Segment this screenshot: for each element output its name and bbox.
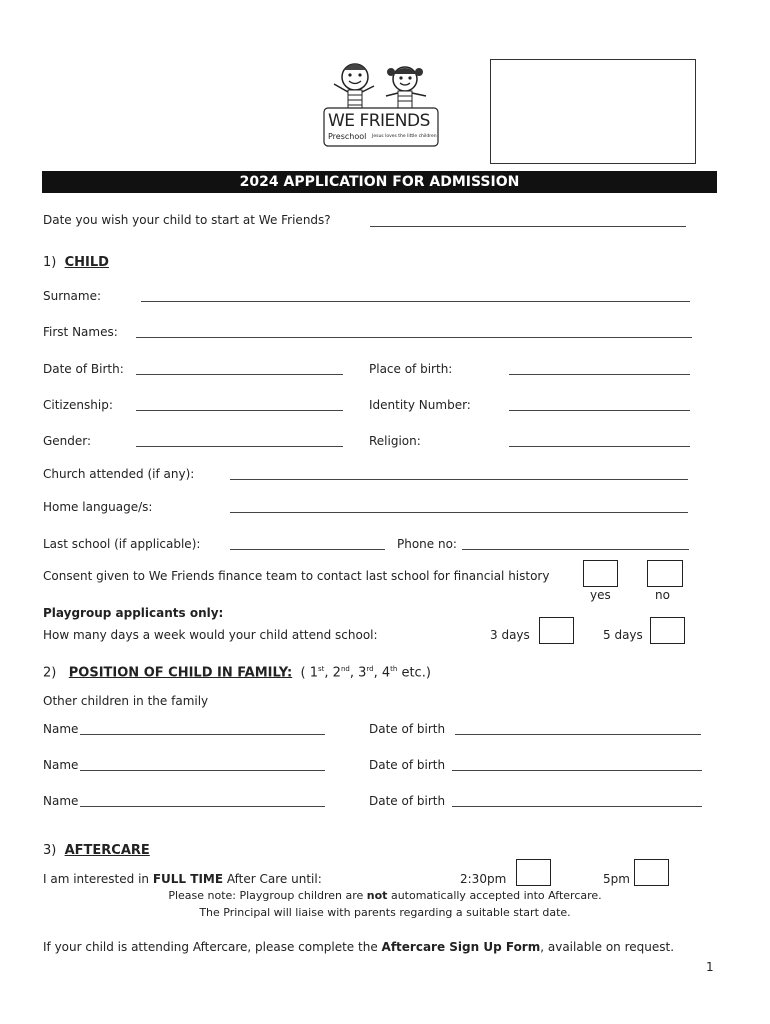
- section-1-title: CHILD: [64, 255, 109, 270]
- sibling-1-dob-field[interactable]: [455, 734, 701, 735]
- logo-brand: WE FRIENDS: [328, 111, 430, 131]
- surname-field[interactable]: [141, 301, 690, 302]
- surname-label: Surname:: [43, 289, 102, 303]
- sibling-3-dob-label: Date of birth: [369, 794, 446, 808]
- aftercare-5pm-checkbox[interactable]: [634, 859, 669, 886]
- aftercare-230-checkbox[interactable]: [516, 859, 551, 886]
- sibling-2-name-label: Name: [43, 758, 79, 772]
- page-number: 1: [706, 960, 714, 974]
- section-3-title: AFTERCARE: [64, 843, 150, 858]
- school-logo: [322, 60, 440, 148]
- religion-field[interactable]: [509, 446, 690, 447]
- signup-pre: If your child is attending Aftercare, please complete the: [43, 940, 378, 954]
- playgroup-note: [0, 889, 770, 902]
- consent-no-checkbox[interactable]: [647, 560, 683, 587]
- consent-label: Consent given to We Friends finance team to contact last school for financial history: [43, 569, 550, 583]
- dob-label: Date of Birth:: [43, 362, 124, 376]
- sibling-2-dob-field[interactable]: [452, 770, 702, 771]
- logo-tagline: Jesus loves the little children: [372, 134, 437, 139]
- gender-field[interactable]: [136, 446, 343, 447]
- citizenship-label: Citizenship:: [43, 398, 113, 412]
- sibling-3-dob-field[interactable]: [452, 806, 702, 807]
- sibling-1-name-label: Name: [43, 722, 79, 736]
- ordinal-3-suffix: rd: [366, 665, 374, 673]
- photo-box: [490, 59, 696, 164]
- aftercare-interest-pre: I am interested in: [43, 872, 150, 886]
- section-3-heading: [43, 843, 150, 858]
- section-1-heading: [43, 255, 109, 270]
- principal-note: The Principal will liaise with parents regarding a suitable start date.: [199, 906, 571, 919]
- section-2-title: POSITION OF CHILD IN FAMILY:: [68, 665, 293, 681]
- ordinal-3: 3: [358, 665, 367, 681]
- three-days-checkbox[interactable]: [539, 617, 574, 644]
- gender-label: Gender:: [43, 434, 92, 448]
- consent-yes-checkbox[interactable]: [583, 560, 618, 587]
- sibling-1-dob-label: Date of birth: [369, 722, 446, 736]
- sibling-3-name-field[interactable]: [80, 806, 325, 807]
- citizenship-field[interactable]: [136, 410, 343, 411]
- ordinal-2: 2: [332, 665, 341, 681]
- signup-note: [43, 940, 674, 954]
- section-3-number: 3): [43, 843, 57, 858]
- logo-sub: Preschool: [328, 132, 367, 141]
- ordinal-2-suffix: nd: [340, 665, 350, 673]
- sibling-3-name-label: Name: [43, 794, 79, 808]
- five-days-label: 5 days: [603, 628, 643, 642]
- ordinal-1-suffix: st: [317, 665, 325, 673]
- aftercare-5pm-label: 5pm: [603, 872, 630, 886]
- church-field[interactable]: [230, 479, 688, 480]
- home-language-label: Home language/s:: [43, 500, 153, 514]
- sibling-2-name-field[interactable]: [80, 770, 325, 771]
- identity-number-field[interactable]: [509, 410, 690, 411]
- ordinal-1: 1: [309, 665, 318, 681]
- signup-form-link: Aftercare Sign Up Form: [381, 940, 541, 954]
- home-language-field[interactable]: [230, 512, 688, 513]
- aftercare-interest-post: After Care until:: [226, 872, 322, 886]
- first-names-label: First Names:: [43, 325, 118, 339]
- phone-field[interactable]: [462, 549, 689, 550]
- church-label: Church attended (if any):: [43, 467, 195, 481]
- last-school-label: Last school (if applicable):: [43, 537, 201, 551]
- note-pre: Please note: Playgroup children are: [168, 889, 364, 902]
- other-children-label: Other children in the family: [43, 694, 209, 708]
- section-2-heading: 2) POSITION OF CHILD IN FAMILY: ( 1st, 2nd, 3rd, 4th etc.): [43, 665, 431, 681]
- playgroup-heading: Playgroup applicants only:: [43, 606, 224, 620]
- start-date-label: Date you wish your child to start at We Friends?: [43, 213, 331, 227]
- aftercare-interest: [43, 872, 322, 886]
- last-school-field[interactable]: [230, 549, 385, 550]
- section-2-number: 2): [43, 665, 57, 681]
- aftercare-230-label: 2:30pm: [460, 872, 507, 886]
- days-question: How many days a week would your child attend school:: [43, 628, 378, 642]
- five-days-checkbox[interactable]: [650, 617, 685, 644]
- page-title: 2024 APPLICATION FOR ADMISSION: [42, 171, 717, 193]
- three-days-label: 3 days: [490, 628, 530, 642]
- place-of-birth-label: Place of birth:: [369, 362, 453, 376]
- signup-post: , available on request.: [540, 940, 675, 954]
- sibling-2-dob-label: Date of birth: [369, 758, 446, 772]
- consent-yes-label: yes: [590, 588, 611, 602]
- ordinal-4: 4: [381, 665, 391, 681]
- note-post: automatically accepted into Aftercare.: [390, 889, 602, 902]
- phone-label: Phone no:: [397, 537, 457, 551]
- ordinal-4-suffix: th: [390, 665, 398, 673]
- note-not: not: [366, 889, 388, 902]
- place-of-birth-field[interactable]: [509, 374, 690, 375]
- dob-field[interactable]: [136, 374, 343, 375]
- ordinal-open: (: [300, 665, 306, 681]
- full-time-label: FULL TIME: [152, 872, 224, 886]
- sibling-1-name-field[interactable]: [80, 734, 325, 735]
- religion-label: Religion:: [369, 434, 421, 448]
- ordinal-etc: etc.): [401, 665, 431, 681]
- identity-number-label: Identity Number:: [369, 398, 471, 412]
- section-1-number: 1): [43, 255, 57, 270]
- consent-no-label: no: [655, 588, 670, 602]
- first-names-field[interactable]: [136, 337, 692, 338]
- start-date-field[interactable]: [370, 226, 686, 227]
